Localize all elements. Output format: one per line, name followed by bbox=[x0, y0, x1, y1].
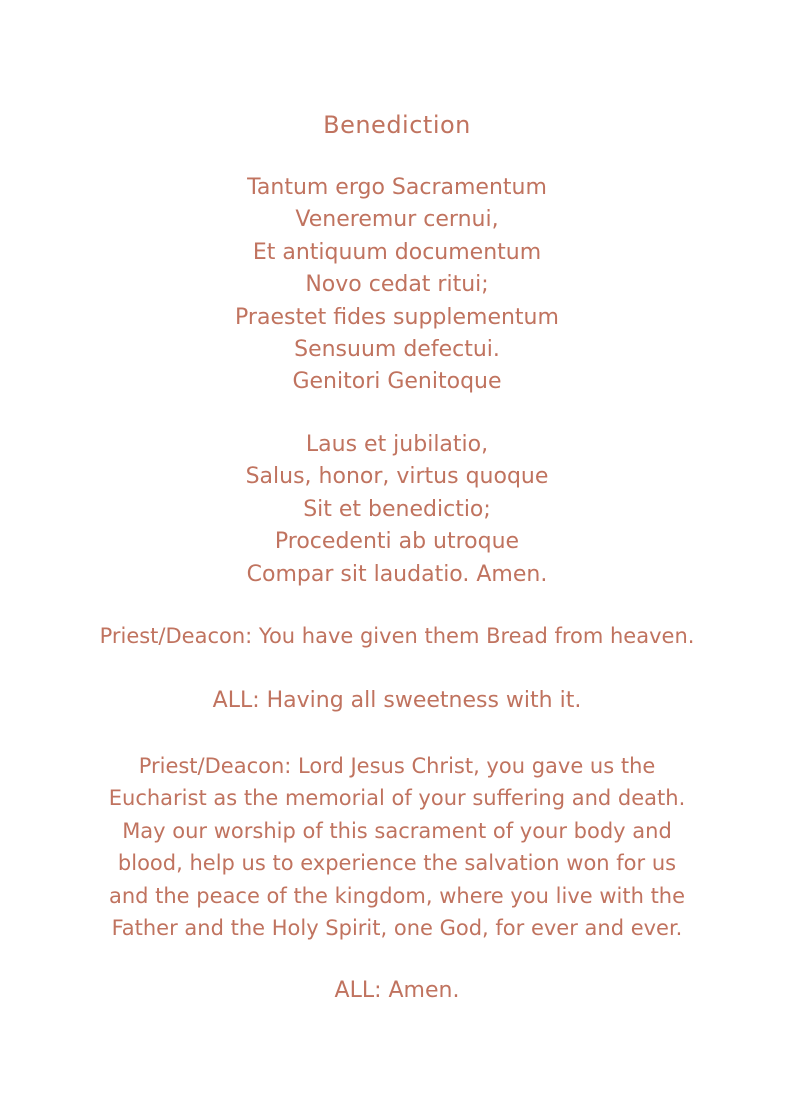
closing-response bbox=[0, 975, 794, 1007]
hymn-stanza-2 bbox=[0, 429, 794, 591]
hymn-line: Genitori Genitoque bbox=[292, 369, 502, 395]
response-text: ALL: Having all sweetness with it. bbox=[212, 688, 582, 713]
prayer-line: Priest/Deacon: Lord Jesus Christ, you gave us the bbox=[138, 754, 656, 778]
hymn-stanza-1 bbox=[0, 172, 794, 399]
versicle-text: Priest/Deacon: You have given them Bread from heaven. bbox=[99, 624, 695, 648]
versicle bbox=[0, 620, 794, 652]
hymn-line: Sensuum defectui. bbox=[294, 337, 500, 363]
response bbox=[0, 685, 794, 717]
hymn-line: Sit et benedictio; bbox=[303, 496, 491, 522]
closing-prayer bbox=[0, 750, 794, 944]
prayer-line: Eucharist as the memorial of your suffering and death. bbox=[108, 786, 686, 811]
hymn-line: Et antiquum documentum bbox=[252, 239, 542, 265]
prayer-line: May our worship of this sacrament of your body and bbox=[122, 818, 672, 843]
hymn-line: Veneremur cernui, bbox=[295, 207, 499, 233]
prayer-line: and the peace of the kingdom, where you live with the bbox=[108, 883, 686, 908]
hymn-line: Laus et jubilatio, bbox=[305, 432, 489, 457]
hymn-line: Tantum ergo Sacramentum bbox=[247, 175, 547, 200]
hymn-line: Compar sit laudatio. Amen. bbox=[246, 561, 548, 587]
prayer-line: blood, help us to experience the salvation won for us bbox=[117, 851, 677, 876]
hymn-line: Salus, honor, virtus quoque bbox=[245, 464, 549, 490]
prayer-line: Father and the Holy Spirit, one God, for ever and ever. bbox=[111, 916, 683, 941]
hymn-line: Procedenti ab utroque bbox=[274, 529, 520, 555]
closing-response-text: ALL: Amen. bbox=[334, 978, 460, 1003]
page-title: Benediction bbox=[323, 111, 471, 139]
hymn-line: Novo cedat ritui; bbox=[305, 272, 489, 298]
hymn-line: Praestet fides supplementum bbox=[235, 304, 559, 330]
